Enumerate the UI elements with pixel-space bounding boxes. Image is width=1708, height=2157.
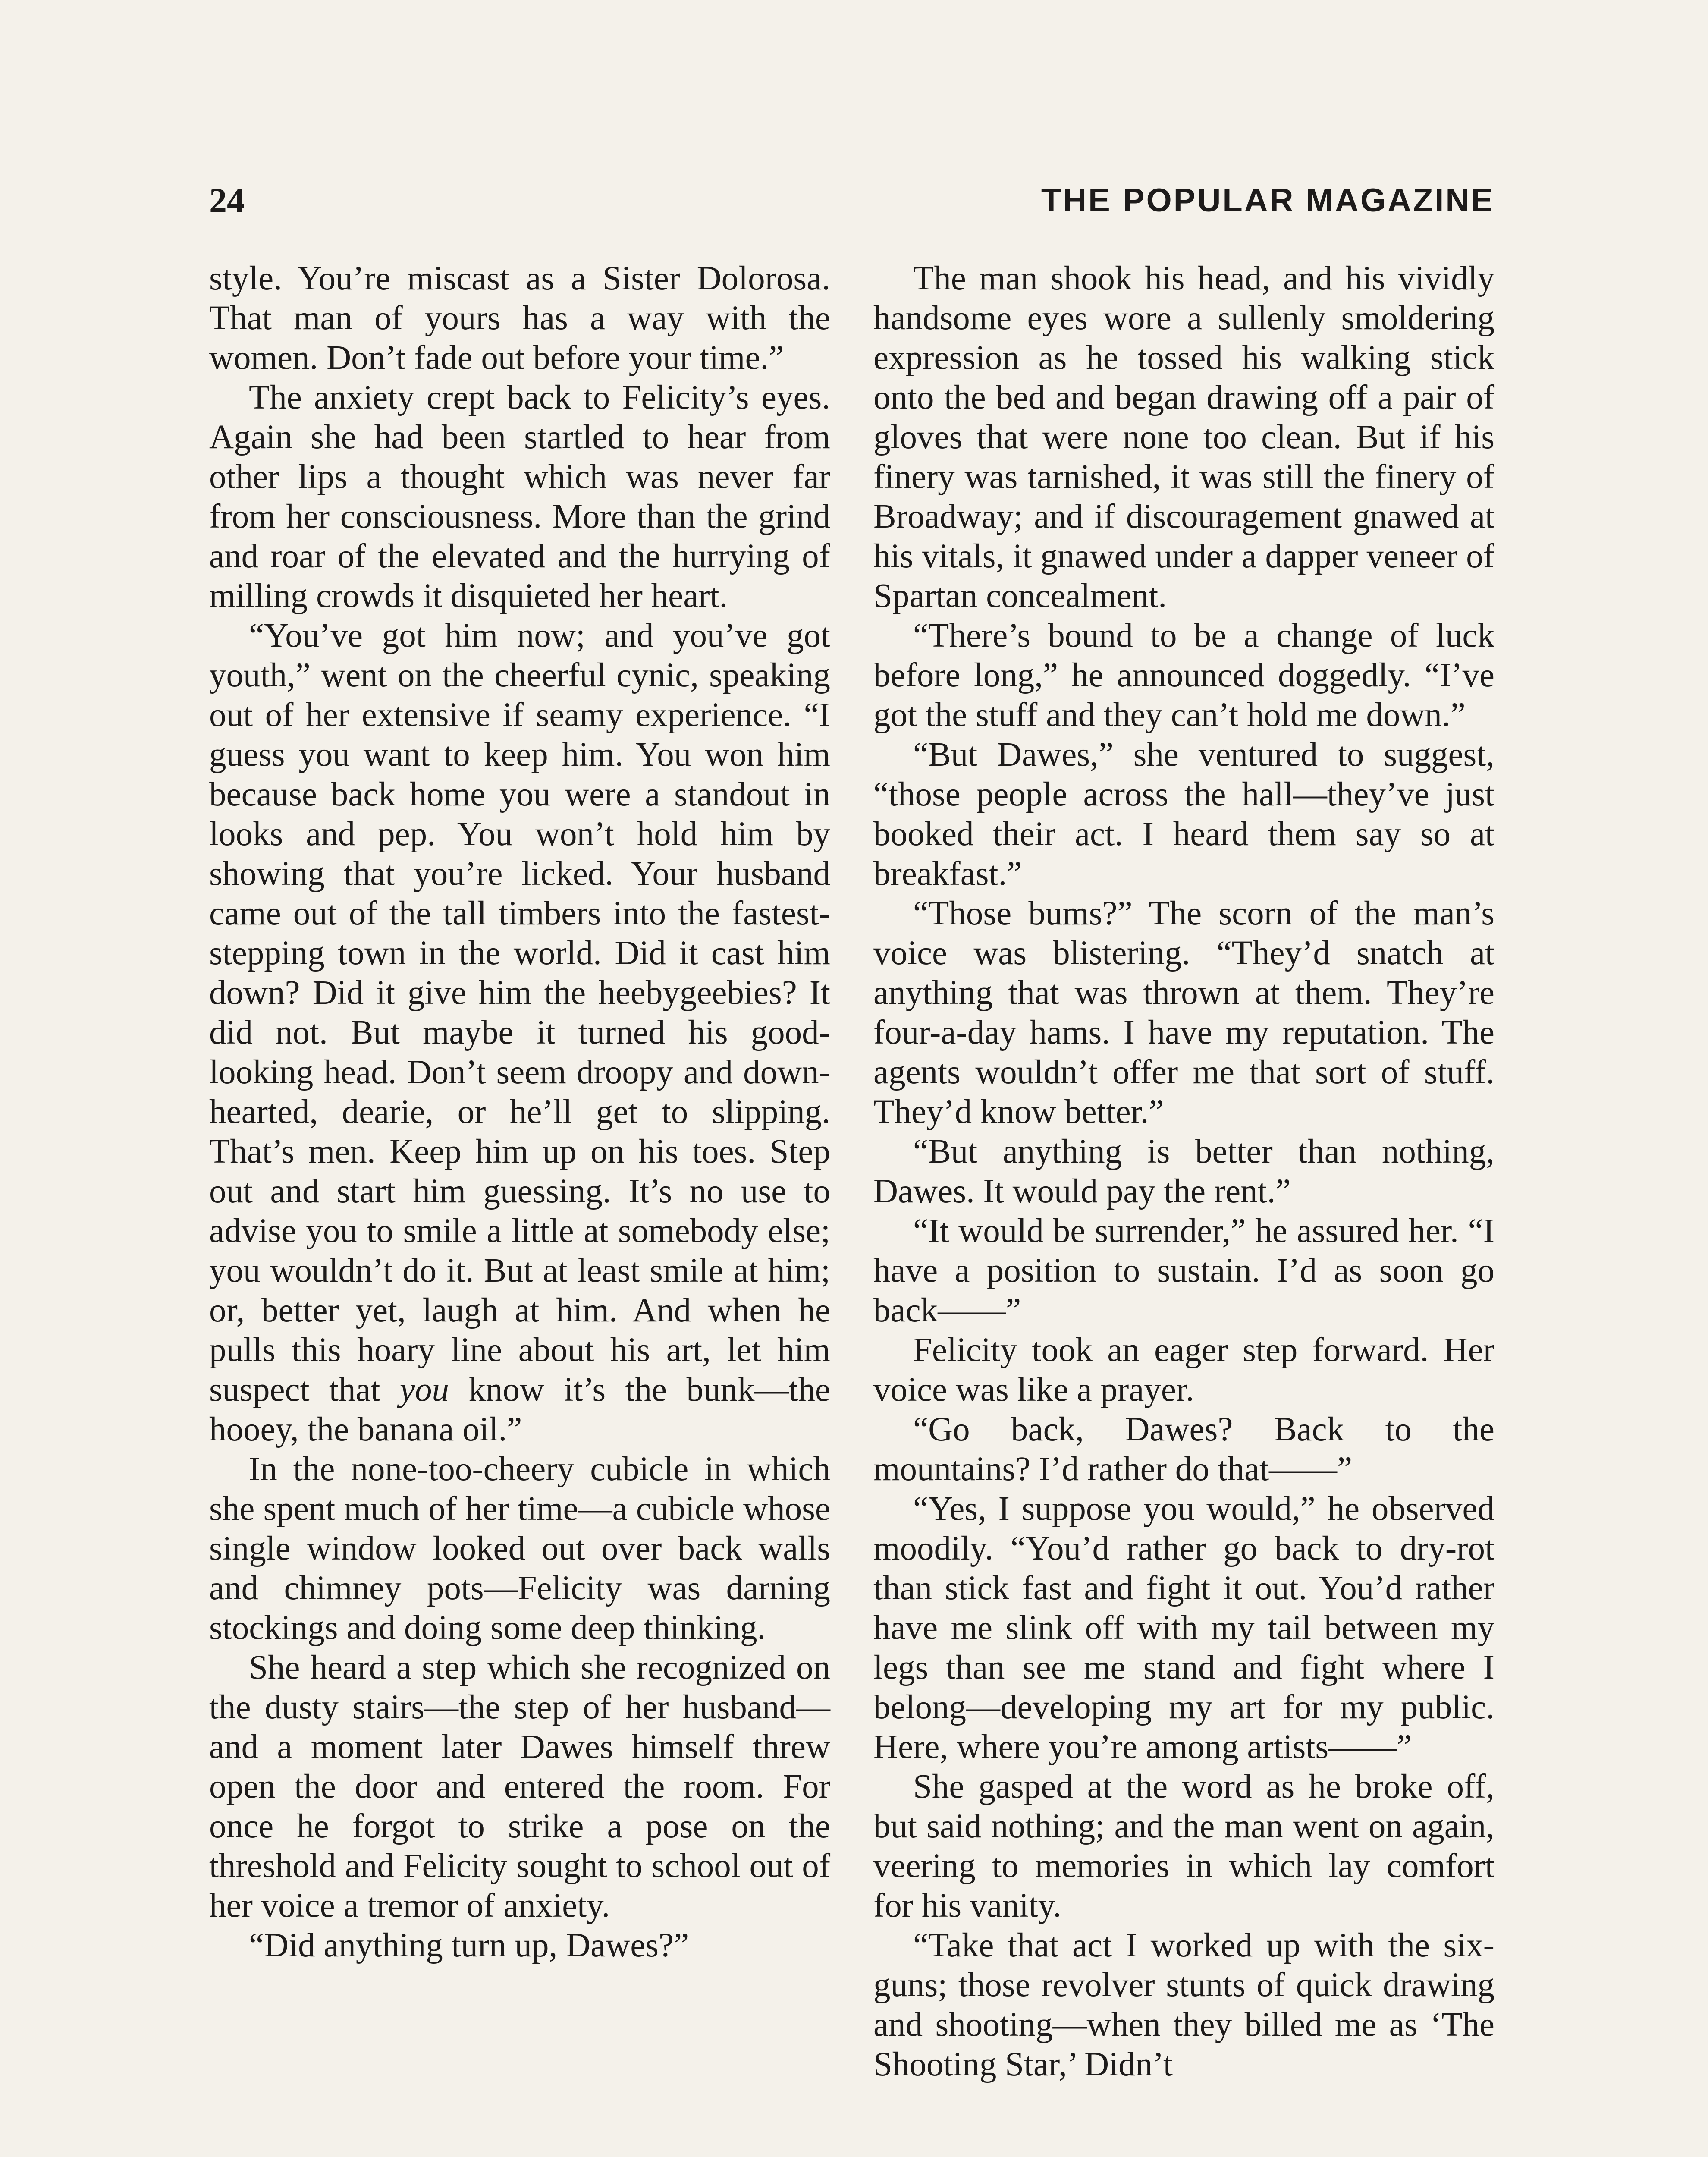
paragraph: “There’s bound to be a change of luck before long,” he announced doggedly. “I’ve got the stuff and they can’t hold me down.” [873,617,1494,734]
paragraph: “Those bums?” The scorn of the man’s voice was blistering. “They’d snatch at anything that was thrown at them. They’re four-a-day hams. I have my reputation. The agents wouldn’t offer me that sort of stuff. They’d know better.” [873,895,1494,1131]
paragraph-text: know it’s the bunk—the hooey, the banana oil.” [209,1371,830,1448]
paragraph: The anxiety crept back to Felicity’s eyes. Again she had been startled to hear from other lips a thought which was never far from her consciousness. More than the grind and roar of the elevated and the hurrying of milling crowds it disquieted her heart. [209,379,830,615]
paragraph: “Yes, I suppose you would,” he observed moodily. “You’d rather go back to dry-rot than stick fast and fight it out. You’d rather have me slink off with my tail between my legs than see me stand and fight where I belong—developing my art for my public. Here, where you’re among artists——” [873,1490,1494,1766]
paragraph: “It would be surrender,” he assured her. “I have a position to sustain. I’d as soon go back——” [873,1212,1494,1329]
paragraph: “But anything is better than nothing, Dawes. It would pay the rent.” [873,1133,1494,1210]
paragraph: Felicity took an eager step forward. Her voice was like a prayer. [873,1331,1494,1409]
page-header [209,177,1494,224]
paragraph: “Did anything turn up, Dawes?” [249,1927,689,1964]
paragraph-text: “You’ve got him now; and you’ve got youth,” went on the cheerful cynic, speaking out of her extensive if seamy experience. “I guess you want to keep him. You won him because back home you were a standout in looks and pep. You won’t hold him by showing that you’re licked. Your husband came out of the tall timbers into the fastest-stepping town in the world. Did it cast him down? Did it give him the heebygeebies? It did not. But maybe it turned his good-looking head. Don’t seem droopy and down-hearted, dearie, or he’ll get to slipping. That’s men. Keep him up on his toes. Step out and start him guessing. It’s no use to advise you to smile a little at somebody else; you wouldn’t do it. But at least smile at him; or, better yet, laugh at him. And when he pulls this hoary line about his art, let him suspect that [209,617,830,1409]
paragraph [209,616,830,1450]
paragraph: style. You’re miscast as a Sister Dolorosa. That man of yours has a way with the women. Don’t fade out before your time.” [209,260,830,377]
emphasis-text: you [399,1371,449,1409]
paragraph: “Take that act I worked up with the six-guns; those revolver stunts of quick drawing and shooting—when they billed me as ‘The Shooting Star,’ Didn’t [873,1927,1494,2083]
paragraph: She gasped at the word as he broke off, but said nothing; and the man went on again, veering to memories in which lay comfort for his vanity. [873,1768,1494,1924]
running-title: THE POPULAR MAGAZINE [1041,182,1494,219]
page-number: 24 [209,181,245,220]
paragraph: She heard a step which she recognized on the dusty stairs—the step of her husband—and a moment later Dawes himself threw open the door and entered the room. For once he forgot to strike a pose on the threshold and Felicity sought to school out of her voice a tremor of anxiety. [209,1649,830,1924]
paragraph: “Go back, Dawes? Back to the mountains? I’d rather do that——” [873,1411,1494,1488]
paragraph: The man shook his head, and his vividly handsome eyes wore a sullenly smoldering expression as he tossed his walking stick onto the bed and began drawing off a pair of gloves that were none too clean. But if his finery was tarnished, it was still the finery of Broadway; and if discouragement gnawed at his vitals, it gnawed under a dapper veneer of Spartan concealment. [873,260,1494,615]
left-column [209,259,830,1965]
paragraph: In the none-too-cheery cubicle in which she spent much of her time—a cubicle whose single window looked out over back walls and chimney pots—Felicity was darning stockings and doing some deep thinking. [209,1450,830,1647]
paragraph: “But Dawes,” she ventured to suggest, “those people across the hall—they’ve just booked their act. I heard them say so at breakfast.” [873,736,1494,893]
right-column [873,259,1494,2085]
